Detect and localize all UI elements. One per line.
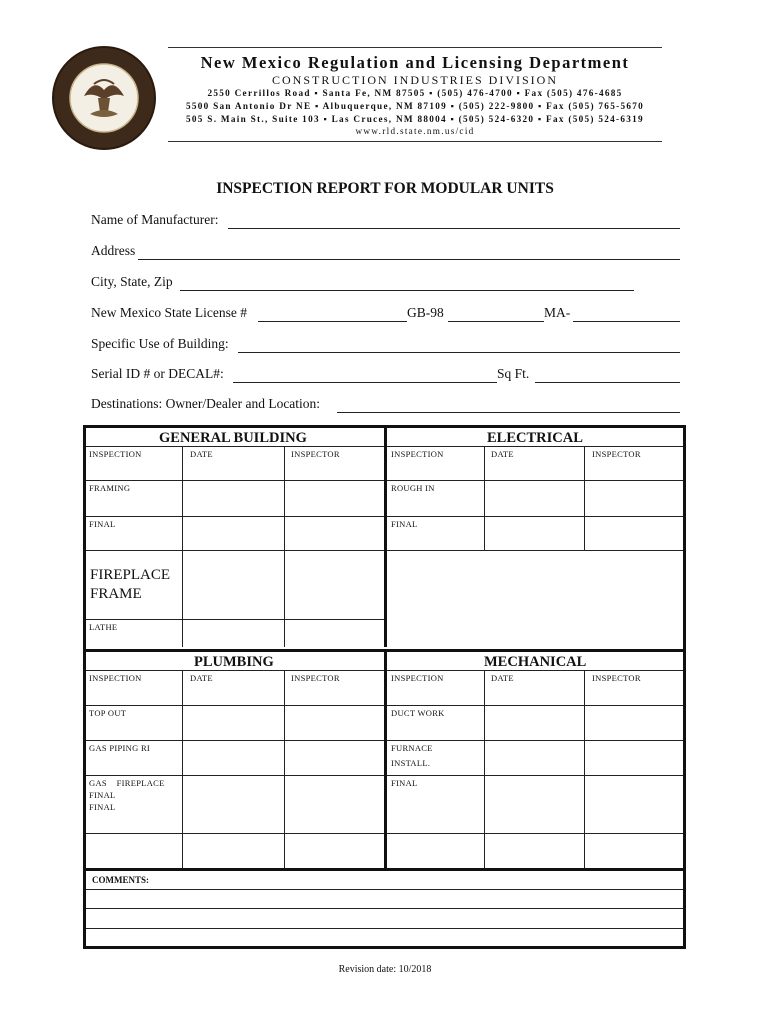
inspection-col-header: INSPECTION — [391, 449, 444, 459]
upper-divider — [384, 428, 387, 647]
license-label: New Mexico State License # — [91, 305, 247, 320]
inspector-col-header: INSPECTOR — [291, 449, 340, 459]
row-rule — [86, 775, 384, 776]
inspector-col-header: INSPECTOR — [291, 673, 340, 683]
sqft-label: Sq Ft. — [497, 366, 530, 381]
city-state-zip-field[interactable] — [180, 276, 634, 291]
fireplace-frame-label: FRAME — [90, 586, 142, 602]
sqft-field[interactable] — [535, 368, 680, 383]
furnace-install-label: INSTALL. — [391, 758, 431, 768]
inspection-col-header: INSPECTION — [89, 673, 142, 683]
address-field[interactable] — [138, 245, 680, 260]
ma-label: MA- — [544, 305, 571, 320]
division-name: CONSTRUCTION INDUSTRIES DIVISION — [272, 73, 558, 87]
building-use-label: Specific Use of Building: — [91, 336, 229, 351]
comments-separator — [86, 868, 683, 871]
row-rule — [86, 446, 384, 447]
row-rule — [86, 705, 384, 706]
state-seal-icon — [52, 46, 156, 150]
department-name: New Mexico Regulation and Licensing Department — [200, 53, 630, 72]
header-top-rule — [168, 47, 662, 48]
col-rule — [584, 670, 585, 868]
comments-line[interactable] — [86, 928, 683, 929]
gas-fireplace-row-label: GAS FIREPLACE — [89, 778, 165, 788]
general-building-heading: GENERAL BUILDING — [159, 430, 307, 446]
row-rule — [86, 480, 384, 481]
final-row-label: FINAL — [89, 802, 116, 812]
row-rule — [387, 516, 683, 517]
gb-field[interactable] — [448, 307, 544, 322]
framing-row-label: FRAMING — [89, 483, 131, 493]
comments-line[interactable] — [86, 889, 683, 890]
row-rule — [86, 670, 384, 671]
fireplace-row-label: FIREPLACE — [90, 567, 171, 583]
col-rule — [484, 446, 485, 550]
row-rule — [86, 833, 384, 834]
date-col-header: DATE — [190, 673, 213, 683]
inspection-col-header: INSPECTION — [391, 673, 444, 683]
col-rule — [182, 670, 183, 868]
serial-field[interactable] — [233, 368, 497, 383]
destinations-label: Destinations: Owner/Dealer and Location: — [91, 396, 321, 411]
block-separator — [86, 649, 683, 652]
duct-work-row-label: DUCT WORK — [391, 708, 445, 718]
row-rule — [387, 833, 683, 834]
final-row-label: FINAL — [89, 519, 116, 529]
gas-fireplace-final-label: FINAL — [89, 790, 116, 800]
date-col-header: DATE — [190, 449, 213, 459]
address-santa-fe: 2550 Cerrillos Road ▪ Santa Fe, NM 87505 ▪ (505) 476-4700 ▪ Fax (505) 476-4685 — [207, 88, 623, 98]
revision-date: Revision date: 10/2018 — [338, 964, 432, 975]
address-las-cruces: 505 S. Main St., Suite 103 ▪ Las Cruces, NM 88004 ▪ (505) 524-6320 ▪ Fax (505) 524-6319 — [186, 114, 644, 124]
report-title: INSPECTION REPORT FOR MODULAR UNITS — [216, 180, 554, 197]
row-rule — [387, 480, 683, 481]
mechanical-heading: MECHANICAL — [484, 654, 587, 670]
website: www.rld.state.nm.us/cid — [355, 126, 475, 136]
lower-divider — [384, 652, 387, 869]
inspector-col-header: INSPECTOR — [592, 449, 641, 459]
inspection-table — [83, 425, 686, 949]
date-col-header: DATE — [491, 449, 514, 459]
top-out-row-label: TOP OUT — [89, 708, 127, 718]
row-rule — [86, 516, 384, 517]
electrical-heading: ELECTRICAL — [487, 430, 583, 446]
comments-line[interactable] — [86, 908, 683, 909]
rough-in-row-label: ROUGH IN — [391, 483, 435, 493]
ma-field[interactable] — [573, 307, 680, 322]
city-state-zip-label: City, State, Zip — [91, 274, 173, 289]
row-rule — [387, 446, 683, 447]
col-rule — [182, 446, 183, 647]
row-rule — [387, 705, 683, 706]
destinations-field[interactable] — [337, 398, 680, 413]
furnace-row-label: FURNACE — [391, 743, 433, 753]
header-bottom-rule — [168, 141, 662, 142]
manufacturer-label: Name of Manufacturer: — [91, 212, 219, 227]
inspector-col-header: INSPECTOR — [592, 673, 641, 683]
serial-label: Serial ID # or DECAL#: — [91, 366, 224, 381]
gas-piping-row-label: GAS PIPING RI — [89, 743, 151, 753]
final-row-label: FINAL — [391, 778, 418, 788]
comments-label: COMMENTS: — [92, 875, 149, 885]
building-use-field[interactable] — [238, 338, 680, 353]
row-rule — [387, 670, 683, 671]
final-row-label: FINAL — [391, 519, 418, 529]
address-albuquerque: 5500 San Antonio Dr NE ▪ Albuquerque, NM 87109 ▪ (505) 222-9800 ▪ Fax (505) 765-5670 — [185, 101, 645, 111]
row-rule — [86, 740, 384, 741]
address-label: Address — [91, 243, 136, 258]
gb-label: GB-98 — [407, 305, 444, 320]
col-rule — [584, 446, 585, 550]
inspection-col-header: INSPECTION — [89, 449, 142, 459]
lathe-row-label: LATHE — [89, 622, 118, 632]
row-rule — [387, 550, 683, 551]
row-rule — [86, 619, 384, 620]
row-rule — [387, 775, 683, 776]
date-col-header: DATE — [491, 673, 514, 683]
col-rule — [484, 670, 485, 868]
col-rule — [284, 446, 285, 647]
row-rule — [86, 550, 384, 551]
col-rule — [284, 670, 285, 868]
license-field[interactable] — [258, 307, 407, 322]
row-rule — [387, 740, 683, 741]
manufacturer-field[interactable] — [228, 214, 680, 229]
plumbing-heading: PLUMBING — [194, 654, 274, 670]
